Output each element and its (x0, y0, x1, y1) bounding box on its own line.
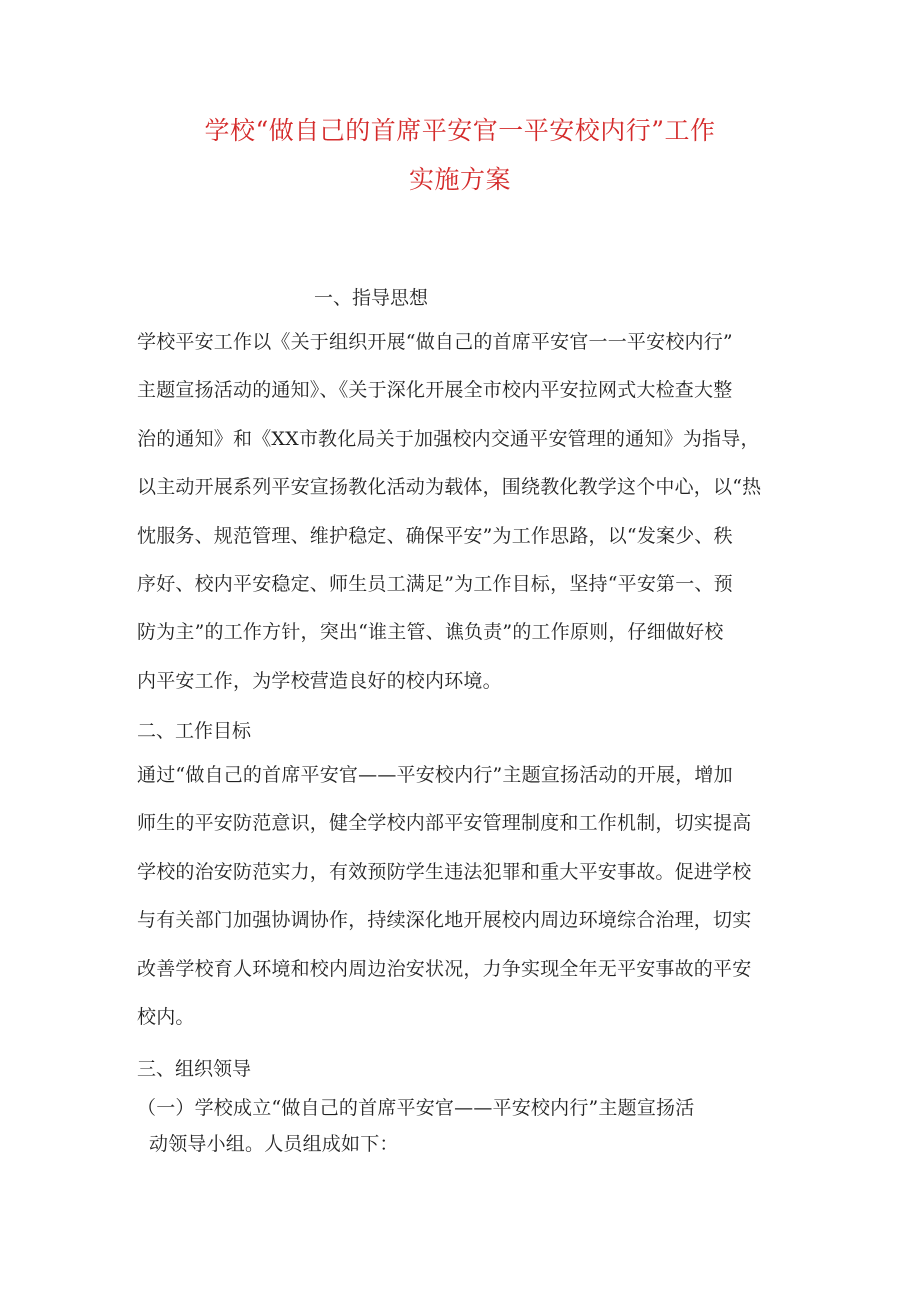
text-line: （一）学校成立“做自己的首席平安官——平安校内行”主题宣扬活 (137, 1097, 695, 1119)
text-line: 以主动开展系列平安宣扬教化活动为载体，围绕教化教学这个中心，以“热 (137, 476, 762, 499)
text-line: 治的通知》和《XX市教化局关于加强校内交通平安管理的通知》为指导， (137, 427, 760, 450)
document-title-line-2: 实施方案 (408, 165, 511, 194)
text-line: 学校平安工作以《关于组织开展“做自己的首席平安官一一平安校内行” (137, 331, 733, 353)
text-line: 学校的治安防范实力，有效预防学生违法犯罪和重大平安事故。促进学校 (137, 860, 752, 883)
text-line: 与有关部门加强协调协作，持续深化地开展校内周边环境综合治理，切实 (137, 909, 752, 932)
section-heading-organization-leadership: 三、组织领导 (137, 1058, 252, 1080)
section-body-work-goals (137, 751, 787, 1041)
document-title-line-1: 学校“做自己的首席平安官一平安校内行”工作 (204, 116, 716, 145)
section-heading-guiding-ideology: 一、指导思想 (314, 287, 429, 309)
text-line: 防为主”的工作方针，突出“谁主管、谯负责”的工作原则，仔细做好校 (137, 621, 724, 644)
text-line: 通过“做自己的首席平安官——平安校内行”主题宣扬活动的开展，增加 (137, 764, 733, 786)
text-line: 序好、校内平安稳定、师生员工满足”为工作目标，坚持“平安第一、预 (137, 573, 733, 596)
section-body-organization-leadership (137, 1090, 787, 1162)
section-body-guiding-ideology (137, 318, 787, 705)
text-line: 师生的平安防范意识，健全学校内部平安管理制度和工作机制，切实提高 (137, 812, 752, 835)
text-line: 改善学校育人环境和校内周边治安状况，力争实现全年无平安事故的平安 (137, 957, 752, 980)
text-line: 校内。 (137, 1006, 195, 1029)
text-line: 内平安工作，为学校营造良好的校内环境。 (137, 669, 502, 692)
text-line: 忱服务、规范管理、维护稳定、确保平安”为工作思路，以“发案少、秩 (137, 524, 733, 547)
text-line: 主题宣扬活动的通知》、《关于深化开展全市校内平安拉网式大检查大整 (137, 379, 733, 402)
text-line: 动领导小组。人员组成如下： (149, 1133, 399, 1155)
section-heading-work-goals: 二、工作目标 (137, 720, 252, 742)
